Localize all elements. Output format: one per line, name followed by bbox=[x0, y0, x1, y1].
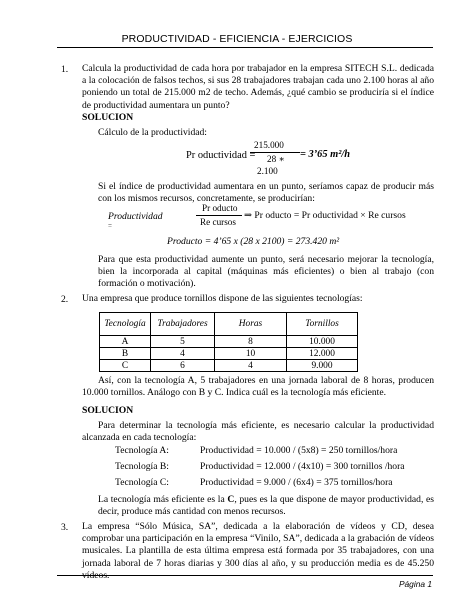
formula2-lhs: Productividad bbox=[108, 211, 163, 222]
formula2-denominator: Re cursos bbox=[200, 217, 236, 227]
formula1-fraction-bar bbox=[250, 152, 300, 153]
q2-paragraph-2: Para determinar la tecnología más eficiente, es necesario calcular la productividad alcanzada en cada tecnología: bbox=[82, 420, 434, 444]
tech-b-calc: Productividad = 12.000 / (4x10) = 300 tornillos /hora bbox=[200, 461, 405, 472]
q1-solution-label: SOLUCION bbox=[82, 112, 134, 123]
q2-conclusion-answer: C bbox=[227, 494, 235, 505]
table-cell: 12.000 bbox=[287, 348, 358, 360]
table-header-cell: Horas bbox=[215, 313, 287, 336]
page-number: Página 1 bbox=[398, 579, 432, 589]
table-cell: 6 bbox=[151, 360, 215, 372]
formula1-lhs: Pr oductividad = bbox=[186, 150, 256, 161]
table-header-cell: Tecnología bbox=[100, 313, 151, 336]
q2-conclusion-post: , pues es la que dispone de mayor productividad, es decir, produce más cantidad con menos recursos. bbox=[98, 494, 435, 518]
q3-text: La empresa “Sólo Música, SA”, dedicada a la elaboración de vídeos y CD, desea comprobar una participación en la empresa “Vinilo, SA”, dedicada a la grabación de vídeos musicales. La plantilla de esta última empresa está formada por 35 trabajadores, con una jornada laboral de 7 horas diarias y 300 días al año, y su producción media es de 45.250 vídeos. bbox=[82, 521, 434, 581]
formula1-denominator-1: 28 ∗ bbox=[267, 154, 285, 164]
tech-a-label: Tecnología A: bbox=[115, 445, 169, 456]
q3-number: 3. bbox=[61, 522, 69, 533]
formula2-equals: = bbox=[108, 222, 112, 230]
q2-paragraph-1: Así, con la tecnología A, 5 trabajadores en una jornada laboral de 8 horas, producen 10.000 tornillos. Análogo con B y C. Indica cuál es la tecnología más eficiente. bbox=[82, 375, 434, 399]
q2-text: Una empresa que produce tornillos dispone de las siguientes tecnologías: bbox=[82, 293, 363, 304]
formula2-numerator: Pr oducto bbox=[202, 203, 238, 213]
table-cell: C bbox=[100, 360, 151, 372]
technology-table bbox=[99, 312, 358, 372]
table-cell: 5 bbox=[151, 336, 215, 348]
table-row bbox=[100, 360, 358, 372]
table-cell: 4 bbox=[215, 360, 287, 372]
header-divider bbox=[57, 47, 433, 48]
footer-divider bbox=[57, 575, 433, 576]
q2-number: 2. bbox=[61, 294, 69, 305]
q1-number: 1. bbox=[61, 64, 69, 75]
q2-conclusion bbox=[98, 494, 434, 518]
formula1-result: = 3’65 m²/h bbox=[300, 149, 351, 160]
table-cell: B bbox=[100, 348, 151, 360]
formula1-numerator: 215.000 bbox=[254, 140, 284, 150]
formula2-fraction-bar bbox=[196, 215, 242, 216]
q2-conclusion-pre: La tecnología más eficiente es la bbox=[98, 494, 228, 505]
table-row bbox=[100, 348, 358, 360]
table-header-cell: Trabajadores bbox=[151, 313, 215, 336]
tech-a-calc: Productividad = 10.000 / (5x8) = 250 tornillos/hora bbox=[200, 445, 398, 456]
table-cell: 4 bbox=[151, 348, 215, 360]
page-header-title: PRODUCTIVIDAD - EFICIENCIA - EJERCICIOS bbox=[121, 33, 353, 45]
table-cell: A bbox=[100, 336, 151, 348]
table-cell: 9.000 bbox=[287, 360, 358, 372]
table-header-cell: Tornillos bbox=[287, 313, 358, 336]
table-header-row bbox=[100, 313, 358, 336]
q2-solution-label: SOLUCION bbox=[82, 405, 134, 416]
formula2-rhs: ⇒ Pr oducto = Pr oductividad × Re cursos bbox=[244, 210, 406, 221]
table-cell: 10.000 bbox=[287, 336, 358, 348]
tech-c-calc: Productividad = 9.000 / (6x4) = 375 tornillos/hora bbox=[200, 477, 393, 488]
q1-calc-label: Cálculo de la productividad: bbox=[98, 127, 207, 138]
tech-b-label: Tecnología B: bbox=[115, 461, 169, 472]
q1-text: Calcula la productividad de cada hora por trabajador en la empresa SITECH S.L. dedicada a la colocación de falsos techos, si sus 28 trabajadores trabajan cada uno 2.100 horas al año poniendo un total de 215.000 m2 de techo. Además, ¿qué cambio se produciría si el índice de productividad aumentara un punto? bbox=[82, 63, 434, 111]
table-row bbox=[100, 336, 358, 348]
formula3: Producto = 4’65 x (28 x 2100) = 273.420 m² bbox=[167, 236, 340, 247]
table-cell: 10 bbox=[215, 348, 287, 360]
q1-paragraph-3: Para que esta productividad aumente un punto, será necesario mejorar la tecnología, bien la incorporada al capital (máquinas más eficientes) o bien al trabajo (con formación o motivación). bbox=[98, 254, 434, 290]
table-cell: 8 bbox=[215, 336, 287, 348]
q1-paragraph-2: Si el índice de productividad aumentara en un punto, seríamos capaz de producir más con los mismos recursos, concretamente, se producirían: bbox=[98, 181, 434, 205]
tech-c-label: Tecnología C: bbox=[115, 477, 169, 488]
formula1-denominator-2: 2.100 bbox=[257, 166, 278, 176]
